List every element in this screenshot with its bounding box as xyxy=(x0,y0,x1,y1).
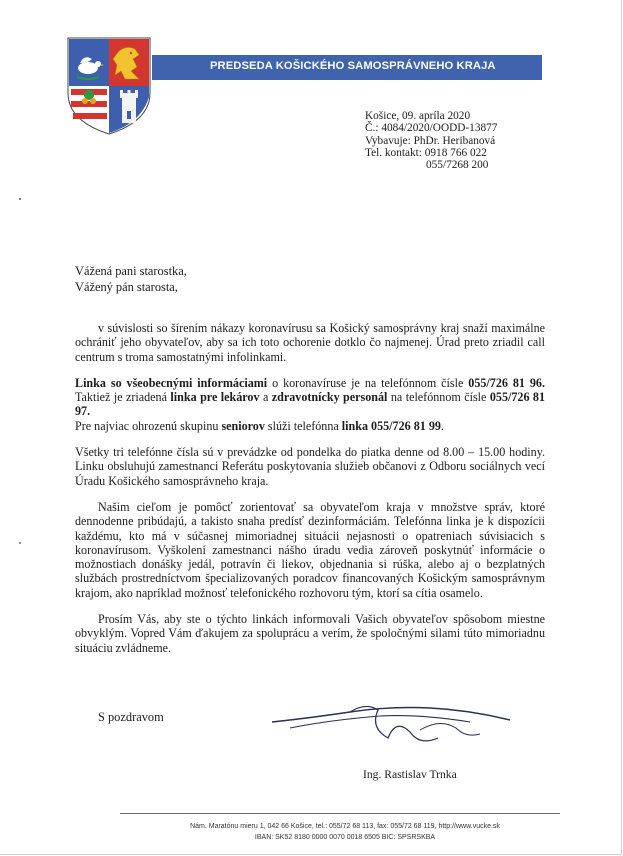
paragraph-4: Našim cieľom je pomôcť zorientovať sa obyvateľom kraja v množstve správ, ktoré dennodenne pribúdajú, a takisto snaha predísť dezinformáciám. Telefónna linka je k dispozícii každému, kto má v súčasnej mimoriadnej situácii nejasnosti o opatreniach súvisiacich s koronavírusom. Vyškolení zamestnanci nášho úradu vedia zároveň poskytnúť informácie o možnostiach donášky jedál, potravín či liekov, objednania si rúška, alebo aj o bezplatných službách prostredníctvom špecializovaných poradcov financovaných Košickým samosprávnym krajom, ako napríklad možnosť telefonického rozhovoru tým, ktorí sa cítia osamelo. xyxy=(75,499,545,600)
seniors-label: seniorov xyxy=(221,418,265,433)
footer xyxy=(130,821,560,843)
greeting-line-1: Vážená pani starostka, xyxy=(75,264,187,278)
contact-phone-alt: 055/7268 200 xyxy=(426,159,489,172)
text-span: Taktiež je zriadená xyxy=(75,390,171,405)
scan-dot xyxy=(19,542,21,544)
handwritten-signature xyxy=(270,698,520,762)
paragraph-3: Všetky tri telefónne čísla sú v prevádzke od pondelka do piatka denne od 8.00 – 15.00 hodiny. Linku obsluhujú zamestnanci Referátu poskytovania služieb občanovi z Odboru sociálnych vecí Úradu Košického samosprávneho kraja. xyxy=(75,445,545,488)
footer-divider xyxy=(120,813,560,814)
text-span: a xyxy=(259,390,272,405)
handled-by: Vybavuje: PhDr. Heribanová xyxy=(365,134,496,147)
seniors-line-number: linka 055/726 81 99 xyxy=(341,418,441,433)
kosice-region-coat-of-arms-icon xyxy=(67,37,151,135)
paragraph-1: v súvislosti so šírením nákazy koronavírusu sa Košický samosprávny kraj snaží maximálne ochrániť jeho obyvateľov, aby sa ich toto ochorenie dotklo čo najmenej. Úrad preto zriadil call centrum s troma samostatnými infolinkami. xyxy=(75,321,545,364)
paragraph-2 xyxy=(75,376,545,433)
text-span: . xyxy=(440,418,444,433)
text-span: Pre najviac ohrozenú skupinu xyxy=(75,418,222,433)
text-span: slúži telefónna xyxy=(264,418,342,433)
letter-body xyxy=(75,321,545,655)
medical-staff-label: zdravotnícky personál xyxy=(271,390,388,405)
signer-name: Ing. Rastislav Trnka xyxy=(363,768,457,781)
reference-block xyxy=(365,110,497,171)
paragraph-5: Prosím Vás, aby ste o týchto linkách informovali Vašich obyvateľov spôsobom miestne obvyklým. Vopred Vám ďakujem za spoluprácu a verím, že spoločnými silami túto mimoriadnu situáciu zvládneme. xyxy=(75,612,545,655)
greeting-line-2: Vážený pán starosta, xyxy=(75,279,178,294)
doctors-line-number: 055/726 81 97. xyxy=(75,390,546,419)
text-span: na telefónnom čísle xyxy=(387,390,490,405)
closing-salutation: S pozdravom xyxy=(98,710,164,724)
greeting xyxy=(75,264,187,295)
text-span: o koronavíruse je na telefónnom čísle xyxy=(267,375,469,390)
contact-phone: Tel. kontakt: 0918 766 022 xyxy=(365,146,487,159)
doctors-line-label: linka pre lekárov xyxy=(170,390,260,405)
place-date: Košice, 09. apríla 2020 xyxy=(365,110,471,122)
header-banner xyxy=(152,55,542,80)
scan-dot xyxy=(19,198,21,200)
reference-number: Č.: 4084/2020/OODD-13877 xyxy=(365,122,498,135)
header-title: PREDSEDA KOŠICKÉHO SAMOSPRÁVNEHO KRAJA xyxy=(210,60,496,72)
general-line-label: Linka so všeobecnými informáciami xyxy=(75,375,268,390)
general-line-number: 055/726 81 96. xyxy=(468,375,545,390)
footer-address: Nám. Maratónu mieru 1, 042 66 Košice, tel.: 055/72 68 113, fax: 055/72 68 119, http://www.vucke.sk xyxy=(190,823,500,830)
footer-bank: IBAN: SK52 8180 0000 0070 0018 6505 BIC: SPSRSKBA xyxy=(254,834,436,841)
